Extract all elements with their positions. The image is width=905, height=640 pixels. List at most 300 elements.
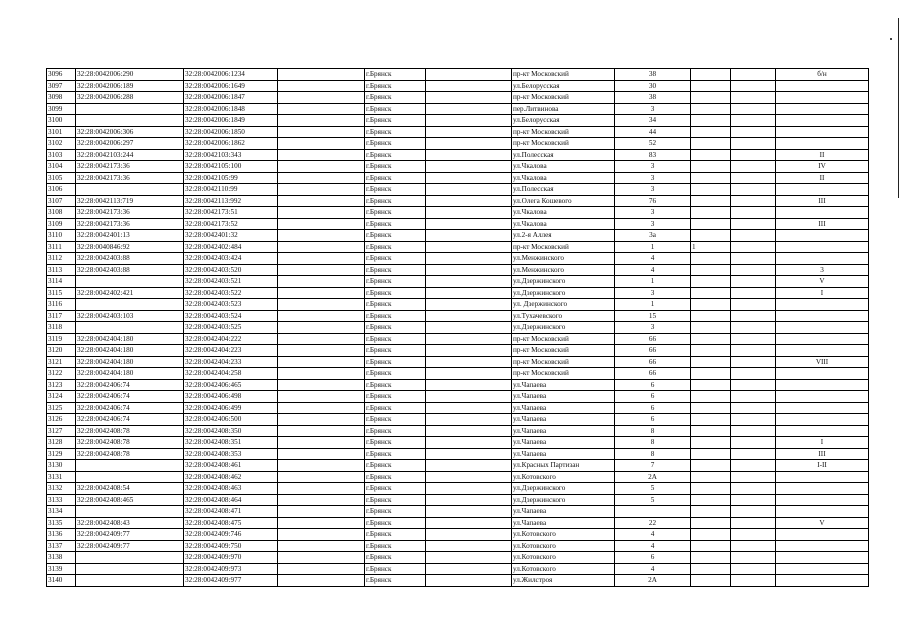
house-number-cell: 6: [615, 414, 691, 426]
street-cell: ул.Котовского: [512, 552, 615, 564]
empty-cell: [426, 264, 512, 276]
empty-cell: [426, 241, 512, 253]
building-cell: [691, 184, 731, 196]
empty-cell: [426, 333, 512, 345]
empty-cell: [278, 184, 365, 196]
empty-cell: [731, 356, 776, 368]
city-cell: г.Брянск: [365, 172, 426, 184]
table-row: [47, 172, 869, 184]
building-cell: [691, 253, 731, 265]
street-cell: ул.Чапаева: [512, 448, 615, 460]
premises-number-cell: [776, 506, 869, 518]
house-number-cell: 8: [615, 425, 691, 437]
premises-number-cell: [776, 345, 869, 357]
street-cell: ул.Дзержинского: [512, 276, 615, 288]
house-number-cell: [615, 506, 691, 518]
premises-number-cell: [776, 402, 869, 414]
building-cell: [691, 310, 731, 322]
empty-cell: [278, 391, 365, 403]
row-number-cell: 3123: [47, 379, 76, 391]
empty-cell: [278, 287, 365, 299]
city-cell: г.Брянск: [365, 195, 426, 207]
premises-number-cell: [776, 80, 869, 92]
city-cell: г.Брянск: [365, 207, 426, 219]
empty-cell: [426, 92, 512, 104]
land-cadastral-number-cell: 32:28:0042403:103: [76, 310, 184, 322]
premises-number-cell: [776, 563, 869, 575]
table-row: [47, 149, 869, 161]
street-cell: ул.Котовского: [512, 540, 615, 552]
empty-cell: [731, 138, 776, 150]
street-cell: ул.Котовского: [512, 471, 615, 483]
empty-cell: [731, 103, 776, 115]
premises-number-cell: [776, 471, 869, 483]
city-cell: г.Брянск: [365, 80, 426, 92]
city-cell: г.Брянск: [365, 103, 426, 115]
building-cell: [691, 563, 731, 575]
row-number-cell: 3105: [47, 172, 76, 184]
object-cadastral-number-cell: 32:28:0042006:1862: [184, 138, 278, 150]
empty-cell: [731, 540, 776, 552]
premises-number-cell: I: [776, 287, 869, 299]
house-number-cell: 3: [615, 161, 691, 173]
building-cell: [691, 552, 731, 564]
empty-cell: [731, 506, 776, 518]
building-cell: [691, 402, 731, 414]
premises-number-cell: [776, 494, 869, 506]
building-cell: [691, 483, 731, 495]
row-number-cell: 3121: [47, 356, 76, 368]
premises-number-cell: [776, 552, 869, 564]
empty-cell: [278, 161, 365, 173]
table-row: [47, 494, 869, 506]
empty-cell: [278, 115, 365, 127]
house-number-cell: 4: [615, 563, 691, 575]
building-cell: [691, 460, 731, 472]
table-row: [47, 563, 869, 575]
empty-cell: [731, 241, 776, 253]
object-cadastral-number-cell: 32:28:0042006:1848: [184, 103, 278, 115]
building-cell: [691, 149, 731, 161]
table-row: [47, 138, 869, 150]
premises-number-cell: [776, 575, 869, 587]
city-cell: г.Брянск: [365, 322, 426, 334]
building-cell: [691, 345, 731, 357]
premises-number-cell: [776, 253, 869, 265]
land-cadastral-number-cell: 32:28:0042403:88: [76, 264, 184, 276]
house-number-cell: 6: [615, 552, 691, 564]
empty-cell: [426, 253, 512, 265]
empty-cell: [731, 115, 776, 127]
premises-number-cell: [776, 483, 869, 495]
street-cell: ул.Чапаева: [512, 414, 615, 426]
empty-cell: [426, 184, 512, 196]
object-cadastral-number-cell: 32:28:0042006:1649: [184, 80, 278, 92]
land-cadastral-number-cell: 32:28:0042404:180: [76, 356, 184, 368]
row-number-cell: 3128: [47, 437, 76, 449]
land-cadastral-number-cell: 32:28:0042173:36: [76, 207, 184, 219]
empty-cell: [278, 69, 365, 81]
land-cadastral-number-cell: 32:28:0042406:74: [76, 414, 184, 426]
street-cell: пр-кт Московский: [512, 126, 615, 138]
house-number-cell: 8: [615, 448, 691, 460]
city-cell: г.Брянск: [365, 448, 426, 460]
empty-cell: [731, 460, 776, 472]
object-cadastral-number-cell: 32:28:0042173:51: [184, 207, 278, 219]
premises-number-cell: [776, 368, 869, 380]
building-cell: [691, 172, 731, 184]
empty-cell: [278, 552, 365, 564]
object-cadastral-number-cell: 32:28:0042401:32: [184, 230, 278, 242]
house-number-cell: 6: [615, 402, 691, 414]
row-number-cell: 3140: [47, 575, 76, 587]
empty-cell: [731, 379, 776, 391]
building-cell: [691, 414, 731, 426]
object-cadastral-number-cell: 32:28:0042404:258: [184, 368, 278, 380]
premises-number-cell: I-II: [776, 460, 869, 472]
premises-number-cell: IV: [776, 161, 869, 173]
empty-cell: [426, 207, 512, 219]
premises-number-cell: [776, 138, 869, 150]
empty-cell: [731, 310, 776, 322]
street-cell: ул.Чкалова: [512, 207, 615, 219]
object-cadastral-number-cell: 32:28:0042113:992: [184, 195, 278, 207]
table-row: [47, 287, 869, 299]
house-number-cell: 7: [615, 460, 691, 472]
empty-cell: [426, 345, 512, 357]
object-cadastral-number-cell: 32:28:0042403:524: [184, 310, 278, 322]
building-cell: [691, 333, 731, 345]
empty-cell: [731, 517, 776, 529]
row-number-cell: 3111: [47, 241, 76, 253]
city-cell: г.Брянск: [365, 414, 426, 426]
city-cell: г.Брянск: [365, 264, 426, 276]
object-cadastral-number-cell: 32:28:0042403:520: [184, 264, 278, 276]
object-cadastral-number-cell: 32:28:0042103:343: [184, 149, 278, 161]
city-cell: г.Брянск: [365, 529, 426, 541]
table-row: [47, 506, 869, 518]
land-cadastral-number-cell: 32:28:0042006:288: [76, 92, 184, 104]
empty-cell: [731, 345, 776, 357]
empty-cell: [731, 529, 776, 541]
city-cell: г.Брянск: [365, 92, 426, 104]
object-cadastral-number-cell: 32:28:0042408:463: [184, 483, 278, 495]
city-cell: г.Брянск: [365, 402, 426, 414]
land-cadastral-number-cell: [76, 563, 184, 575]
street-cell: ул.Чапаева: [512, 506, 615, 518]
empty-cell: [731, 69, 776, 81]
table-row: [47, 391, 869, 403]
empty-cell: [278, 379, 365, 391]
empty-cell: [426, 356, 512, 368]
table-row: [47, 575, 869, 587]
building-cell: [691, 126, 731, 138]
premises-number-cell: [776, 414, 869, 426]
house-number-cell: 76: [615, 195, 691, 207]
land-cadastral-number-cell: [76, 322, 184, 334]
object-cadastral-number-cell: 32:28:0042406:499: [184, 402, 278, 414]
empty-cell: [731, 207, 776, 219]
premises-number-cell: [776, 103, 869, 115]
row-number-cell: 3100: [47, 115, 76, 127]
empty-cell: [731, 195, 776, 207]
empty-cell: [426, 506, 512, 518]
city-cell: г.Брянск: [365, 425, 426, 437]
land-cadastral-number-cell: 32:28:0042406:74: [76, 402, 184, 414]
empty-cell: [278, 230, 365, 242]
house-number-cell: 22: [615, 517, 691, 529]
table-row: [47, 207, 869, 219]
street-cell: пр-кт Московский: [512, 356, 615, 368]
table-row: [47, 126, 869, 138]
empty-cell: [426, 368, 512, 380]
empty-cell: [731, 126, 776, 138]
empty-cell: [426, 414, 512, 426]
land-cadastral-number-cell: 32:28:0042408:465: [76, 494, 184, 506]
building-cell: [691, 322, 731, 334]
object-cadastral-number-cell: 32:28:0042173:52: [184, 218, 278, 230]
house-number-cell: 4: [615, 264, 691, 276]
empty-cell: [731, 391, 776, 403]
house-number-cell: 3: [615, 207, 691, 219]
city-cell: г.Брянск: [365, 391, 426, 403]
land-cadastral-number-cell: 32:28:0040846:92: [76, 241, 184, 253]
building-cell: [691, 529, 731, 541]
row-number-cell: 3135: [47, 517, 76, 529]
object-cadastral-number-cell: 32:28:0042006:1234: [184, 69, 278, 81]
empty-cell: [426, 310, 512, 322]
empty-cell: [426, 517, 512, 529]
land-cadastral-number-cell: [76, 103, 184, 115]
table-row: [47, 310, 869, 322]
row-number-cell: 3108: [47, 207, 76, 219]
empty-cell: [278, 368, 365, 380]
premises-number-cell: [776, 333, 869, 345]
object-cadastral-number-cell: 32:28:0042402:484: [184, 241, 278, 253]
premises-number-cell: [776, 379, 869, 391]
street-cell: ул.Котовского: [512, 563, 615, 575]
house-number-cell: 30: [615, 80, 691, 92]
empty-cell: [731, 368, 776, 380]
city-cell: г.Брянск: [365, 483, 426, 495]
land-cadastral-number-cell: 32:28:0042113:719: [76, 195, 184, 207]
empty-cell: [731, 149, 776, 161]
building-cell: [691, 115, 731, 127]
street-cell: ул.Менжинского: [512, 264, 615, 276]
table-row: [47, 195, 869, 207]
empty-cell: [426, 391, 512, 403]
object-cadastral-number-cell: 32:28:0042403:525: [184, 322, 278, 334]
house-number-cell: 6: [615, 391, 691, 403]
object-cadastral-number-cell: 32:28:0042006:1850: [184, 126, 278, 138]
land-cadastral-number-cell: 32:28:0042408:78: [76, 448, 184, 460]
premises-number-cell: [776, 529, 869, 541]
row-number-cell: 3101: [47, 126, 76, 138]
row-number-cell: 3124: [47, 391, 76, 403]
empty-cell: [426, 103, 512, 115]
table-row: [47, 241, 869, 253]
street-cell: ул.Чкалова: [512, 172, 615, 184]
empty-cell: [731, 276, 776, 288]
street-cell: пер.Литвинова: [512, 103, 615, 115]
row-number-cell: 3117: [47, 310, 76, 322]
table-row: [47, 460, 869, 472]
land-cadastral-number-cell: 32:28:0042006:189: [76, 80, 184, 92]
street-cell: ул.Чкалова: [512, 161, 615, 173]
premises-number-cell: III: [776, 448, 869, 460]
table-row: [47, 264, 869, 276]
city-cell: г.Брянск: [365, 138, 426, 150]
building-cell: [691, 103, 731, 115]
empty-cell: [731, 552, 776, 564]
table-row: [47, 356, 869, 368]
empty-cell: [731, 80, 776, 92]
empty-cell: [278, 563, 365, 575]
object-cadastral-number-cell: 32:28:0042406:498: [184, 391, 278, 403]
building-cell: [691, 517, 731, 529]
building-cell: [691, 161, 731, 173]
land-cadastral-number-cell: 32:28:0042409:77: [76, 529, 184, 541]
street-cell: ул.Дзержинского: [512, 494, 615, 506]
empty-cell: [731, 299, 776, 311]
city-cell: г.Брянск: [365, 253, 426, 265]
row-number-cell: 3103: [47, 149, 76, 161]
city-cell: г.Брянск: [365, 563, 426, 575]
land-cadastral-number-cell: [76, 184, 184, 196]
table-row: [47, 80, 869, 92]
land-cadastral-number-cell: 32:28:0042173:36: [76, 172, 184, 184]
row-number-cell: 3110: [47, 230, 76, 242]
premises-number-cell: V: [776, 276, 869, 288]
land-cadastral-number-cell: [76, 471, 184, 483]
object-cadastral-number-cell: 32:28:0042403:522: [184, 287, 278, 299]
premises-number-cell: [776, 92, 869, 104]
land-cadastral-number-cell: 32:28:0042406:74: [76, 391, 184, 403]
land-cadastral-number-cell: 32:28:0042006:290: [76, 69, 184, 81]
empty-cell: [731, 425, 776, 437]
object-cadastral-number-cell: 32:28:0042404:223: [184, 345, 278, 357]
premises-number-cell: [776, 299, 869, 311]
premises-number-cell: [776, 115, 869, 127]
street-cell: пр-кт Московский: [512, 333, 615, 345]
empty-cell: [731, 402, 776, 414]
building-cell: [691, 230, 731, 242]
table-row: [47, 425, 869, 437]
building-cell: [691, 494, 731, 506]
row-number-cell: 3125: [47, 402, 76, 414]
object-cadastral-number-cell: 32:28:0042006:1847: [184, 92, 278, 104]
empty-cell: [278, 299, 365, 311]
street-cell: пр-кт Московский: [512, 69, 615, 81]
empty-cell: [278, 483, 365, 495]
city-cell: г.Брянск: [365, 494, 426, 506]
house-number-cell: 1: [615, 299, 691, 311]
building-cell: [691, 368, 731, 380]
row-number-cell: 3129: [47, 448, 76, 460]
street-cell: ул.Красных Партизан: [512, 460, 615, 472]
building-cell: [691, 287, 731, 299]
empty-cell: [278, 333, 365, 345]
premises-number-cell: [776, 207, 869, 219]
empty-cell: [278, 322, 365, 334]
premises-number-cell: [776, 391, 869, 403]
row-number-cell: 3099: [47, 103, 76, 115]
empty-cell: [426, 575, 512, 587]
table-row: [47, 540, 869, 552]
city-cell: г.Брянск: [365, 299, 426, 311]
city-cell: г.Брянск: [365, 471, 426, 483]
empty-cell: [426, 494, 512, 506]
street-cell: ул.Чапаева: [512, 437, 615, 449]
empty-cell: [278, 402, 365, 414]
row-number-cell: 3119: [47, 333, 76, 345]
empty-cell: [278, 529, 365, 541]
city-cell: г.Брянск: [365, 230, 426, 242]
house-number-cell: 3: [615, 322, 691, 334]
land-cadastral-number-cell: 32:28:0042401:13: [76, 230, 184, 242]
street-cell: пр-кт Московский: [512, 241, 615, 253]
row-number-cell: 3097: [47, 80, 76, 92]
empty-cell: [278, 172, 365, 184]
empty-cell: [278, 264, 365, 276]
house-number-cell: 66: [615, 356, 691, 368]
premises-number-cell: [776, 241, 869, 253]
empty-cell: [278, 575, 365, 587]
empty-cell: [731, 253, 776, 265]
empty-cell: [278, 80, 365, 92]
row-number-cell: 3138: [47, 552, 76, 564]
empty-cell: [731, 230, 776, 242]
house-number-cell: 38: [615, 69, 691, 81]
city-cell: г.Брянск: [365, 126, 426, 138]
building-cell: [691, 80, 731, 92]
land-cadastral-number-cell: 32:28:0042006:297: [76, 138, 184, 150]
land-cadastral-number-cell: [76, 460, 184, 472]
empty-cell: [278, 126, 365, 138]
street-cell: ул.Белорусская: [512, 115, 615, 127]
empty-cell: [426, 322, 512, 334]
row-number-cell: 3096: [47, 69, 76, 81]
empty-cell: [426, 195, 512, 207]
table-row: [47, 552, 869, 564]
table-row: [47, 276, 869, 288]
object-cadastral-number-cell: 32:28:0042403:424: [184, 253, 278, 265]
table-row: [47, 483, 869, 495]
city-cell: г.Брянск: [365, 69, 426, 81]
row-number-cell: 3116: [47, 299, 76, 311]
object-cadastral-number-cell: 32:28:0042408:462: [184, 471, 278, 483]
premises-number-cell: [776, 310, 869, 322]
premises-number-cell: V: [776, 517, 869, 529]
premises-number-cell: [776, 230, 869, 242]
empty-cell: [426, 126, 512, 138]
object-cadastral-number-cell: 32:28:0042404:222: [184, 333, 278, 345]
building-cell: [691, 276, 731, 288]
table-row: [47, 103, 869, 115]
street-cell: ул. Дзержинского: [512, 299, 615, 311]
city-cell: г.Брянск: [365, 552, 426, 564]
land-cadastral-number-cell: 32:28:0042402:421: [76, 287, 184, 299]
premises-number-cell: III: [776, 195, 869, 207]
row-number-cell: 3120: [47, 345, 76, 357]
table-row: [47, 299, 869, 311]
row-number-cell: 3107: [47, 195, 76, 207]
city-cell: г.Брянск: [365, 345, 426, 357]
land-cadastral-number-cell: 32:28:0042404:180: [76, 345, 184, 357]
house-number-cell: 4: [615, 529, 691, 541]
city-cell: г.Брянск: [365, 218, 426, 230]
object-cadastral-number-cell: 32:28:0042408:353: [184, 448, 278, 460]
